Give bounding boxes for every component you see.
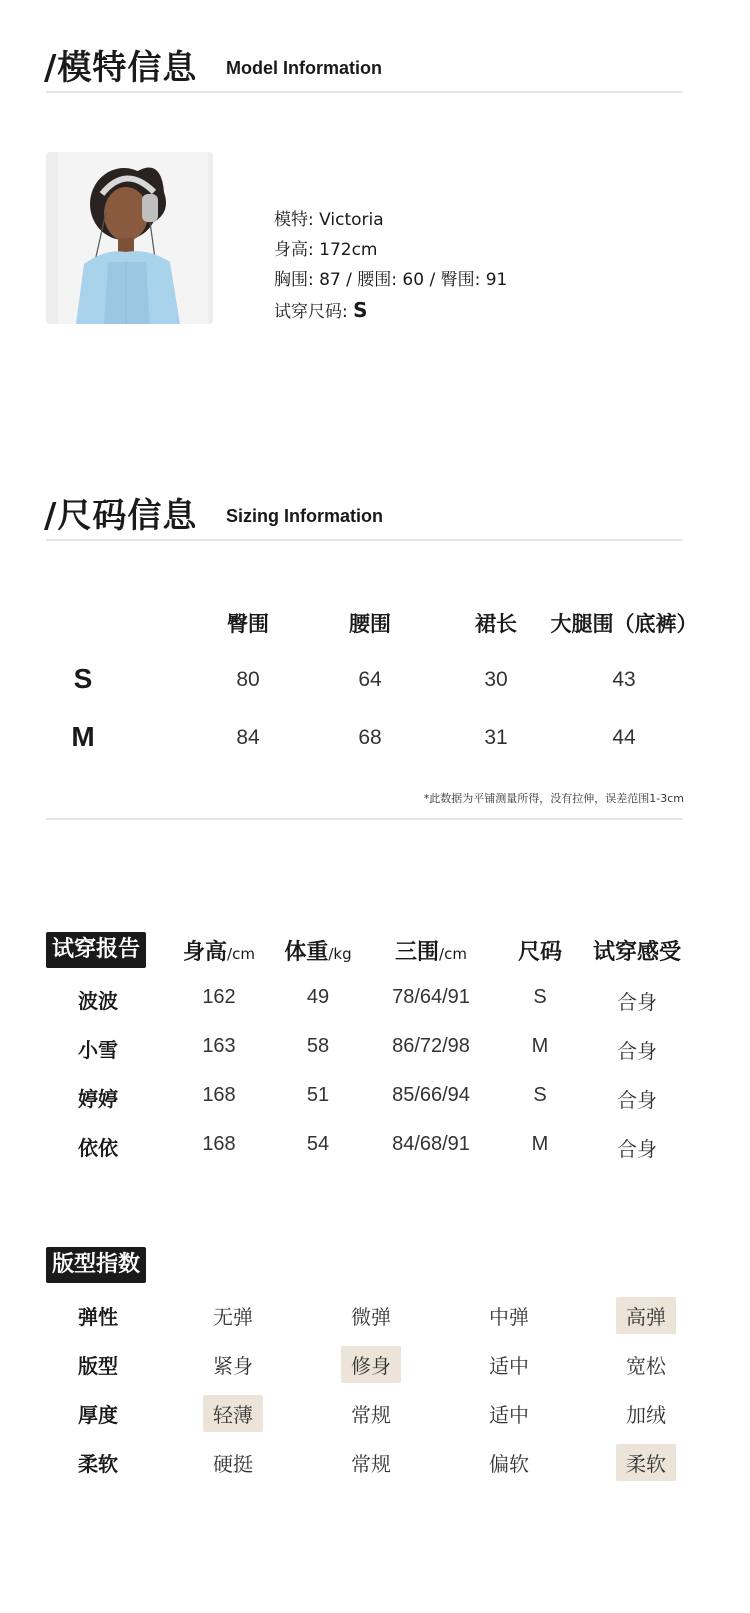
trial-header-weight: 体重/kg bbox=[284, 940, 352, 965]
fit-label-silhouette: 版型 bbox=[78, 1354, 118, 1378]
size-m-length: 31 bbox=[484, 726, 508, 749]
trial-name-3: 婷婷 bbox=[78, 1087, 118, 1111]
trial-weight-4: 54 bbox=[306, 1133, 330, 1155]
size-s-length: 30 bbox=[484, 668, 508, 691]
fit-elasticity-option-2: 微弹 bbox=[351, 1305, 391, 1329]
trial-weight-3: 51 bbox=[306, 1084, 330, 1106]
model-section-divider bbox=[46, 91, 683, 93]
trial-bust-4: 84/68/91 bbox=[392, 1133, 470, 1155]
sizing-section-subtitle: Sizing Information bbox=[226, 506, 383, 526]
sizing-section-title: /尺码信息 bbox=[44, 496, 198, 536]
fit-thickness-option-3: 适中 bbox=[489, 1403, 529, 1427]
model-name: 模特: Victoria bbox=[274, 210, 384, 230]
size-row-label-s: S bbox=[73, 663, 93, 694]
trial-height-3: 168 bbox=[202, 1084, 236, 1106]
trial-header-feeling: 试穿感受 bbox=[592, 940, 682, 965]
trial-feeling-2: 合身 bbox=[617, 1041, 657, 1063]
fit-softness-option-4: 柔软 bbox=[616, 1444, 676, 1481]
fit-thickness-option-2: 常规 bbox=[351, 1403, 391, 1427]
fit-silhouette-option-4: 宽松 bbox=[626, 1354, 666, 1378]
fit-softness-option-2: 常规 bbox=[351, 1452, 391, 1476]
trial-header-bust: 三围/cm bbox=[395, 940, 467, 965]
fit-label-elasticity: 弹性 bbox=[78, 1305, 118, 1329]
size-row-label-m: M bbox=[71, 721, 95, 752]
trial-bust-2: 86/72/98 bbox=[392, 1035, 470, 1057]
fit-softness-option-1: 硬挺 bbox=[213, 1452, 253, 1476]
trial-height-4: 168 bbox=[202, 1133, 236, 1155]
model-fit-size-label: 试穿尺码: bbox=[274, 302, 354, 322]
model-fit-size-row bbox=[274, 295, 507, 327]
trial-name-4: 依依 bbox=[78, 1136, 118, 1160]
model-photo-image bbox=[46, 152, 213, 324]
trial-bust-1: 78/64/91 bbox=[392, 986, 470, 1008]
size-m-waist: 68 bbox=[358, 726, 382, 749]
sizing-section-divider bbox=[46, 539, 683, 541]
trial-weight-2: 58 bbox=[306, 1035, 330, 1057]
model-info bbox=[274, 205, 507, 327]
fit-label-thickness: 厚度 bbox=[78, 1403, 118, 1427]
model-measurements: 胸围: 87 / 腰围: 60 / 臀围: 91 bbox=[274, 270, 508, 290]
size-s-thigh: 43 bbox=[612, 668, 636, 691]
trial-name-2: 小雪 bbox=[78, 1038, 118, 1062]
model-section-title: /模特信息 bbox=[44, 48, 198, 88]
trial-size-2: M bbox=[531, 1035, 549, 1057]
model-height: 身高: 172cm bbox=[274, 240, 378, 260]
trial-feeling-4: 合身 bbox=[617, 1139, 657, 1161]
trial-bust-3: 85/66/94 bbox=[392, 1084, 470, 1106]
trial-header-height: 身高/cm bbox=[183, 940, 255, 965]
fit-label-softness: 柔软 bbox=[78, 1452, 118, 1476]
size-s-waist: 64 bbox=[358, 668, 382, 691]
size-s-hip: 80 bbox=[236, 668, 260, 691]
fit-elasticity-option-4: 高弹 bbox=[616, 1297, 676, 1334]
fit-index-tag: 版型指数 bbox=[46, 1247, 146, 1283]
fit-thickness-option-1: 轻薄 bbox=[203, 1395, 263, 1432]
fit-silhouette-option-3: 适中 bbox=[489, 1354, 529, 1378]
trial-report-tag: 试穿报告 bbox=[46, 932, 146, 968]
fit-elasticity-option-1: 无弹 bbox=[213, 1305, 253, 1329]
size-header-waist: 腰围 bbox=[349, 612, 391, 636]
trial-feeling-1: 合身 bbox=[617, 992, 657, 1014]
model-photo bbox=[46, 152, 213, 324]
size-header-hip: 臀围 bbox=[227, 612, 269, 636]
fit-elasticity-option-3: 中弹 bbox=[489, 1305, 529, 1329]
trial-height-1: 162 bbox=[202, 986, 236, 1008]
trial-size-3: S bbox=[533, 1084, 547, 1106]
size-m-thigh: 44 bbox=[612, 726, 636, 749]
model-section-subtitle: Model Information bbox=[226, 58, 382, 78]
trial-header-size: 尺码 bbox=[517, 940, 563, 965]
measurement-note: *此数据为平铺测量所得，没有拉伸，误差范围1-3cm bbox=[423, 792, 684, 805]
size-table-divider bbox=[46, 818, 683, 820]
size-m-hip: 84 bbox=[236, 726, 260, 749]
trial-feeling-3: 合身 bbox=[617, 1090, 657, 1112]
trial-name-1: 波波 bbox=[78, 989, 118, 1013]
fit-silhouette-option-1: 紧身 bbox=[213, 1354, 253, 1378]
trial-weight-1: 49 bbox=[306, 986, 330, 1008]
fit-softness-option-3: 偏软 bbox=[489, 1452, 529, 1476]
trial-size-4: M bbox=[531, 1133, 549, 1155]
model-fit-size: S bbox=[353, 298, 368, 322]
trial-height-2: 163 bbox=[202, 1035, 236, 1057]
trial-size-1: S bbox=[533, 986, 547, 1008]
fit-thickness-option-4: 加绒 bbox=[626, 1403, 666, 1427]
fit-silhouette-option-2: 修身 bbox=[341, 1346, 401, 1383]
size-header-length: 裙长 bbox=[475, 612, 517, 636]
size-header-thigh: 大腿围（底裤） bbox=[550, 612, 698, 636]
